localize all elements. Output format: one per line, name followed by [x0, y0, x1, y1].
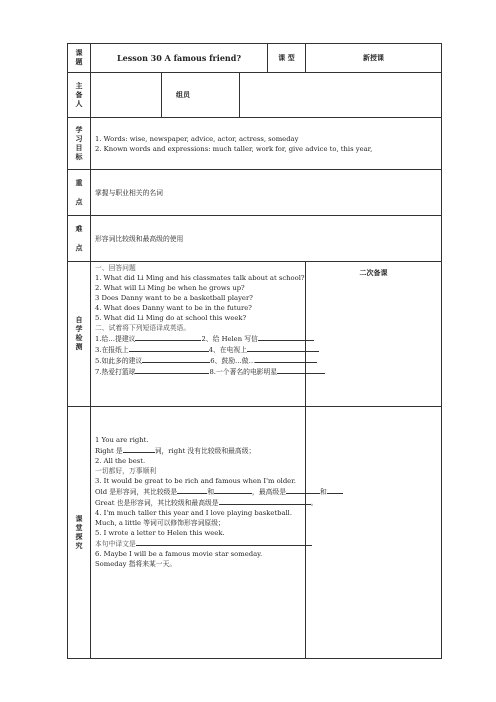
explore-item: 1 You are right. [95, 436, 149, 444]
difficulties-text: 形容词比较级和最高级的使用 [91, 216, 442, 262]
question-item: 3 Does Danny want to be a basketball player? [95, 294, 253, 302]
explore-item: 3. It would be great to be rich and famous when I'm older. [95, 477, 296, 485]
key-points-text: 掌握与职业相关的名词 [91, 170, 442, 216]
question-item: 1. What did Li Ming and his classmates talk about at school? [95, 274, 305, 282]
explore-item: Much, a little 等词可以修饰形容词原级； [95, 519, 225, 527]
objective-item: 1. Words: wise, newspaper, advice, actor, actress, someday [95, 134, 299, 143]
lesson-type-label: 课 型 [268, 44, 306, 73]
lesson-type-value: 新授课 [306, 44, 442, 73]
explore-content [91, 407, 327, 659]
explore-item: 6. Maybe I will be a famous movie star someday. [95, 550, 263, 558]
phrase-row: 5.如此多的建议 6、鼓励…做… [95, 355, 305, 366]
group-members-label: 组员 [162, 73, 240, 118]
topic-label: 课 题 [68, 44, 91, 73]
lead-preparer-value [91, 73, 162, 118]
key-points-label: 重 点 [68, 170, 91, 216]
explore-item: Old 是形容词，其比较级是 和 ，最高级是 和 [95, 486, 305, 497]
group-members-value [240, 73, 442, 118]
section-heading: 一、回答问题 [95, 264, 136, 272]
explore-item: 4. I'm much taller this year and I love playing basketball. [95, 509, 293, 517]
section-heading: 二、试着将下列短语译成英语。 [95, 324, 191, 332]
self-study-label: 自 学 检 测 [68, 262, 91, 407]
question-item: 4. What does Danny want to be in the future? [95, 304, 252, 312]
lesson-plan-table [67, 43, 442, 659]
objective-item: 2. Known words and expressions: much taller, work for, give advice to, this year, [95, 144, 373, 153]
explore-item: 本句中译文是 [95, 538, 305, 549]
explore-item: 5. I wrote a letter to Helen this week. [95, 529, 225, 537]
second-prep-notes [306, 407, 442, 659]
phrase-row: 1.给…提建议 2、给 Helen 写信 [95, 333, 305, 344]
explore-item: 2. All the best. [95, 457, 146, 465]
objectives-content [91, 118, 442, 170]
difficulties-label: 难 点 [68, 216, 91, 262]
explore-item: 一切都好，万事顺利 [95, 467, 157, 475]
self-study-content [91, 262, 306, 407]
phrase-row: 7.热爱打篮球 8.一个著名的电影明星 [95, 366, 305, 377]
explore-item: Right 是 词，right 没有比较级和最高级； [95, 447, 256, 455]
lead-preparer-label: 主 备 人 [68, 73, 91, 118]
explore-label: 课 堂 探 究 [68, 407, 91, 659]
phrase-row: 3.在报纸上 4、在电视上 [95, 344, 305, 355]
explore-item: Great 也是形容词，其比较级和最高级是 。 [95, 499, 318, 507]
explore-item: Someday 指将来某一天。 [95, 560, 177, 568]
question-item: 5. What did Li Ming do at school this week? [95, 314, 247, 322]
lesson-title: Lesson 30 A famous friend? [91, 44, 268, 73]
objectives-label: 学 习 目 标 [68, 118, 91, 170]
second-prep-heading: 二次备课 [306, 262, 442, 407]
question-item: 2. What will Li Ming be when he grows up? [95, 284, 245, 292]
